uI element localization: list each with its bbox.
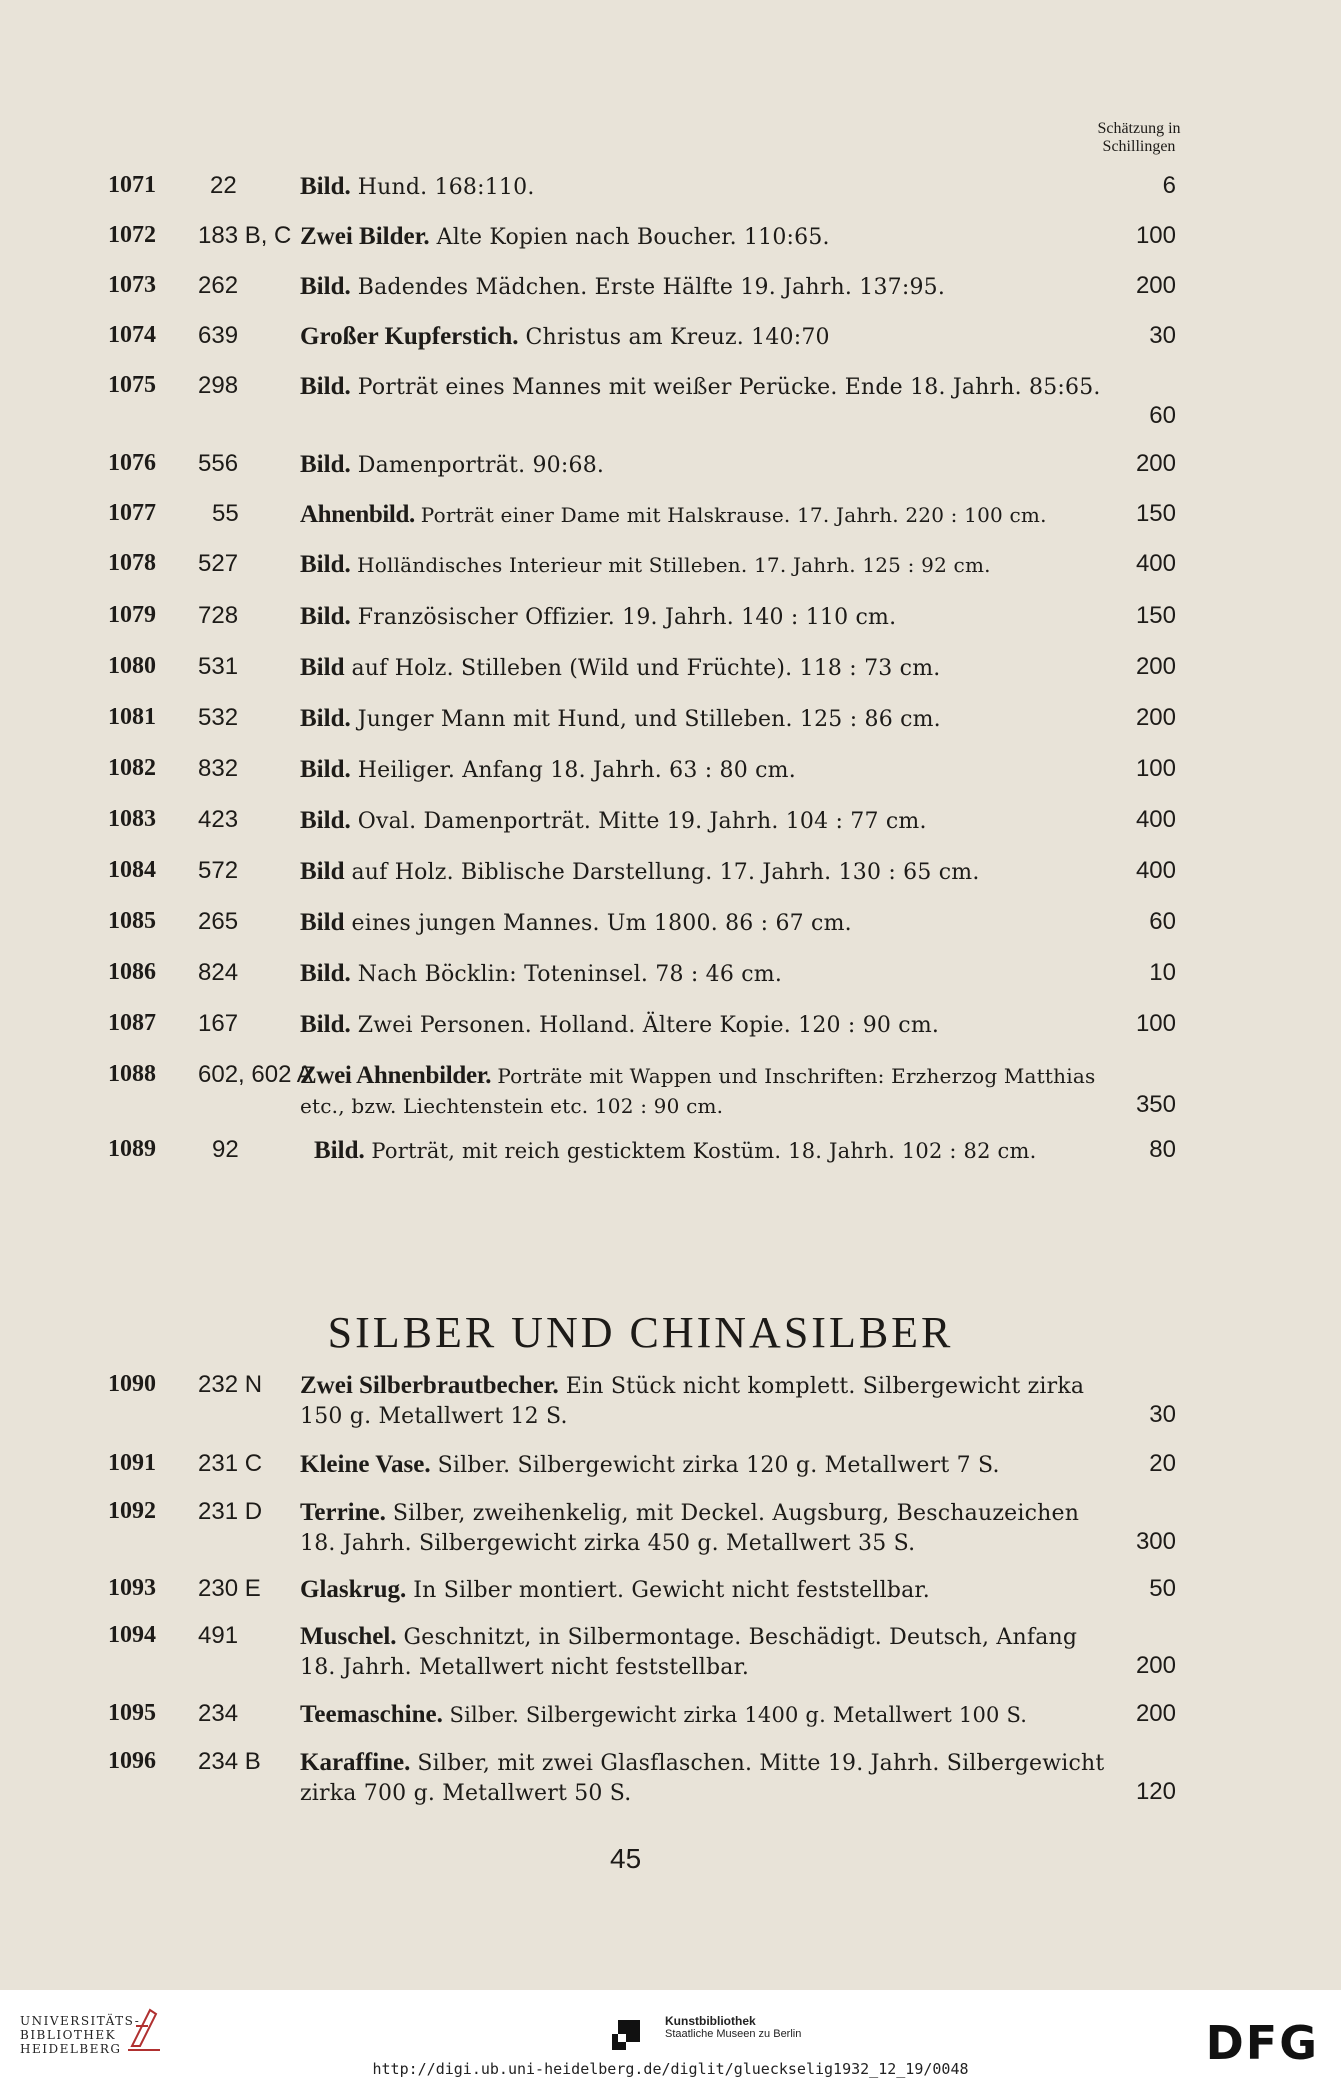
entry-description: Oval. Damenporträt. Mitte 19. Jahrh. 104 : 77 cm.	[357, 809, 927, 834]
inventory-ref: 832	[198, 755, 239, 782]
entry-title: Teemaschine.	[300, 1701, 443, 1728]
inventory-ref: 824	[198, 959, 239, 986]
estimate-price: 6	[1162, 172, 1176, 199]
lot-number: 1082	[108, 755, 156, 781]
entry-title: Bild.	[300, 603, 351, 630]
inventory-ref: 22	[210, 172, 237, 199]
lot-number: 1075	[108, 372, 156, 398]
section-title: SILBER UND CHINASILBER	[327, 1307, 954, 1357]
entry-description: auf Holz. Biblische Darstellung. 17. Jahrh. 130 : 65 cm.	[351, 860, 980, 885]
entry-description: Silber. Silbergewicht zirka 1400 g. Metallwert 100 S.	[449, 1703, 1028, 1727]
entry-title: Bild.	[300, 960, 351, 987]
entry-description: Zwei Personen. Holland. Ältere Kopie. 120 : 90 cm.	[357, 1013, 940, 1038]
inventory-ref: 262	[198, 272, 239, 299]
entry-description: Silber, mit zwei Glasflaschen. Mitte 19. Jahrh. Silbergewicht zirka 700 g. Metallwert 50 S.	[300, 1751, 1105, 1806]
entry-description: Porträte mit Wappen und Inschriften: Erzherzog Matthias etc., bzw. Liechtenstein etc. 102 : 90 cm.	[300, 1064, 1096, 1118]
entry-description: Silber. Silbergewicht zirka 120 g. Metallwert 7 S.	[437, 1453, 1000, 1478]
inventory-ref: 231 D	[198, 1498, 263, 1525]
kunstbibliothek-logo	[665, 2014, 801, 2040]
entry-description: Ein Stück nicht komplett. Silbergewicht zirka 150 g. Metallwert 12 S.	[300, 1374, 1085, 1429]
entry-description: Französischer Offizier. 19. Jahrh. 140 : 110 cm.	[357, 605, 897, 630]
inventory-ref: 183 B, C	[198, 222, 292, 249]
estimate-price: 400	[1135, 550, 1176, 577]
lot-number: 1083	[108, 806, 156, 832]
inventory-ref: 234 B	[198, 1748, 261, 1775]
entry-title: Muschel.	[300, 1623, 397, 1650]
entry-description: Silber, zweihenkelig, mit Deckel. Augsburg, Beschauzeichen 18. Jahrh. Silbergewicht zirka 450 g. Metallwert 35 S.	[300, 1501, 1080, 1556]
estimate-price: 120	[1135, 1778, 1176, 1805]
footer-bar	[0, 1990, 1341, 2085]
entry-title: Karaffine.	[300, 1749, 411, 1776]
lot-number: 1079	[108, 602, 156, 628]
estimate-price: 10	[1149, 959, 1176, 986]
lot-number: 1076	[108, 450, 156, 476]
entry-title: Bild	[300, 909, 345, 936]
uni-logo-line1: UNIVERSITÄTS-	[20, 2014, 141, 2028]
entry-description: Christus am Kreuz. 140:70	[525, 325, 830, 350]
lot-number: 1091	[108, 1450, 156, 1476]
estimate-price: 300	[1135, 1528, 1176, 1555]
inventory-ref: 232 N	[198, 1371, 263, 1398]
estimate-price: 30	[1149, 322, 1176, 349]
lot-number: 1072	[108, 222, 156, 248]
estimate-column-header	[1069, 120, 1209, 156]
estimate-price: 150	[1135, 500, 1176, 527]
inventory-ref: 556	[198, 450, 239, 477]
entry-title: Bild.	[300, 807, 351, 834]
lot-number: 1073	[108, 272, 156, 298]
estimate-price: 200	[1135, 272, 1176, 299]
entry-title: Zwei Bilder.	[300, 223, 430, 250]
inventory-ref: 572	[198, 857, 239, 884]
entry-title: Bild.	[300, 451, 351, 478]
entry-title: Bild.	[300, 373, 351, 400]
estimate-price: 20	[1149, 1450, 1176, 1477]
column-header-line1: Schätzung in	[1097, 120, 1181, 137]
lot-number: 1078	[108, 550, 156, 576]
estimate-price: 60	[1149, 402, 1176, 429]
estimate-price: 60	[1149, 908, 1176, 935]
kb-line1: Kunstbibliothek	[665, 2014, 756, 2028]
entry-title: Bild.	[314, 1137, 365, 1164]
estimate-price: 100	[1135, 1010, 1176, 1037]
uni-logo-line2: BIBLIOTHEK	[20, 2028, 117, 2042]
kb-line2: Staatliche Museen zu Berlin	[665, 2028, 802, 2040]
kunstbibliothek-mark-icon	[612, 2020, 640, 2050]
inventory-ref: 491	[198, 1622, 239, 1649]
uni-logo-line3: HEIDELBERG	[20, 2042, 122, 2056]
lot-number: 1094	[108, 1622, 156, 1648]
entry-title: Ahnenbild.	[300, 501, 415, 528]
inventory-ref: 92	[212, 1136, 239, 1163]
inventory-ref: 265	[198, 908, 239, 935]
entry-description: Hund. 168:110.	[357, 175, 535, 200]
entry-title: Bild.	[300, 173, 351, 200]
lot-number: 1085	[108, 908, 156, 934]
inventory-ref: 531	[198, 653, 239, 680]
inventory-ref: 167	[198, 1010, 239, 1037]
estimate-price: 400	[1135, 857, 1176, 884]
inventory-ref: 602, 602 A	[198, 1061, 313, 1088]
estimate-price: 80	[1149, 1136, 1176, 1163]
lot-number: 1088	[108, 1061, 156, 1087]
estimate-price: 30	[1149, 1401, 1176, 1428]
estimate-price: 100	[1135, 755, 1176, 782]
estimate-price: 200	[1135, 1652, 1176, 1679]
lot-number: 1093	[108, 1575, 156, 1601]
lot-number: 1089	[108, 1136, 156, 1162]
entry-description: Damenporträt. 90:68.	[357, 453, 605, 478]
entry-title: Kleine Vase.	[300, 1451, 431, 1478]
estimate-price: 200	[1135, 1700, 1176, 1727]
entry-title: Bild.	[300, 705, 351, 732]
entry-title: Bild.	[300, 756, 351, 783]
entry-description: Porträt einer Dame mit Halskrause. 17. Jahrh. 220 : 100 cm.	[420, 503, 1047, 527]
inventory-ref: 728	[198, 602, 239, 629]
lot-number: 1090	[108, 1371, 156, 1397]
lot-number: 1086	[108, 959, 156, 985]
estimate-price: 200	[1135, 653, 1176, 680]
estimate-price: 200	[1135, 450, 1176, 477]
inventory-ref: 532	[198, 704, 239, 731]
lot-number: 1087	[108, 1010, 156, 1036]
lot-number: 1080	[108, 653, 156, 679]
entry-description: auf Holz. Stilleben (Wild und Früchte). 118 : 73 cm.	[351, 656, 941, 681]
entry-title: Zwei Ahnenbilder.	[300, 1062, 492, 1089]
estimate-price: 350	[1135, 1091, 1176, 1118]
inventory-ref: 55	[212, 500, 239, 527]
inventory-ref: 230 E	[198, 1575, 261, 1602]
entry-title: Bild	[300, 654, 345, 681]
inventory-ref: 527	[198, 550, 239, 577]
inventory-ref: 234	[198, 1700, 239, 1727]
estimate-price: 150	[1135, 602, 1176, 629]
entry-title: Bild.	[300, 273, 351, 300]
entry-description: Badendes Mädchen. Erste Hälfte 19. Jahrh. 137:95.	[357, 275, 946, 300]
estimate-price: 200	[1135, 704, 1176, 731]
entry-description: Alte Kopien nach Boucher. 110:65.	[436, 225, 830, 250]
dfg-logo: DFG	[1205, 2016, 1319, 2070]
entry-title: Bild.	[300, 1011, 351, 1038]
inventory-ref: 298	[198, 372, 239, 399]
lot-number: 1095	[108, 1700, 156, 1726]
estimate-price: 100	[1135, 222, 1176, 249]
entry-description: Porträt, mit reich gesticktem Kostüm. 18. Jahrh. 102 : 82 cm.	[371, 1139, 1037, 1163]
entry-title: Großer Kupferstich.	[300, 323, 519, 350]
lot-number: 1074	[108, 322, 156, 348]
entry-title: Terrine.	[300, 1499, 386, 1526]
entry-title: Bild.	[300, 551, 351, 578]
lot-number: 1084	[108, 857, 156, 883]
lot-number: 1092	[108, 1498, 156, 1524]
entry-description: eines jungen Mannes. Um 1800. 86 : 67 cm.	[351, 911, 852, 936]
entry-description: Heiliger. Anfang 18. Jahrh. 63 : 80 cm.	[357, 758, 796, 783]
source-url[interactable]: http://digi.ub.uni-heidelberg.de/diglit/glueckselig1932_12_19/0048	[372, 2060, 969, 2078]
lot-number: 1096	[108, 1748, 156, 1774]
estimate-price: 50	[1149, 1575, 1176, 1602]
inventory-ref: 423	[198, 806, 239, 833]
entry-title: Glaskrug.	[300, 1576, 407, 1603]
entry-description: Nach Böcklin: Toteninsel. 78 : 46 cm.	[357, 962, 783, 987]
inventory-ref: 639	[198, 322, 239, 349]
inventory-ref: 231 C	[198, 1450, 263, 1477]
entry-description: In Silber montiert. Gewicht nicht feststellbar.	[413, 1578, 930, 1603]
lot-number: 1071	[108, 172, 156, 198]
entry-description: Junger Mann mit Hund, und Stilleben. 125 : 86 cm.	[357, 707, 941, 732]
entry-title: Bild	[300, 858, 345, 885]
university-mark-icon	[120, 2006, 166, 2056]
estimate-price: 400	[1135, 806, 1176, 833]
entry-description: Porträt eines Mannes mit weißer Perücke. Ende 18. Jahrh. 85:65.	[357, 375, 1101, 400]
lot-number: 1081	[108, 704, 156, 730]
lot-number: 1077	[108, 500, 156, 526]
entry-title: Zwei Silberbrautbecher.	[300, 1372, 559, 1399]
entry-description: Geschnitzt, in Silbermontage. Beschädigt. Deutsch, Anfang 18. Jahrh. Metallwert nicht feststellbar.	[300, 1625, 1078, 1680]
column-header-line2: Schillingen	[1102, 138, 1176, 155]
page-number: 45	[610, 1843, 642, 1874]
entry-description: Holländisches Interieur mit Stilleben. 17. Jahrh. 125 : 92 cm.	[357, 553, 991, 577]
